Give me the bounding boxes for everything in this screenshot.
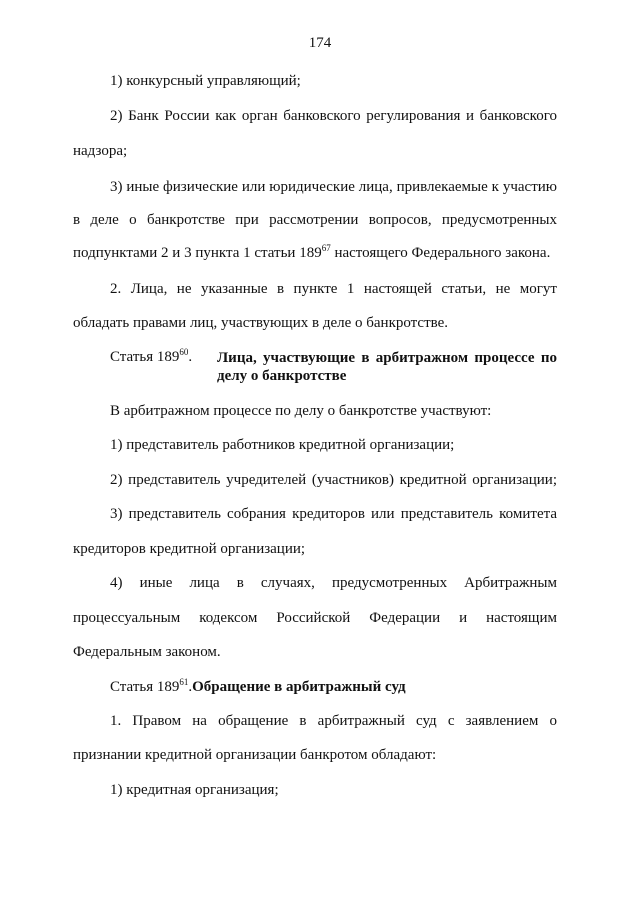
text-line: 1) конкурсный управляющий; <box>110 73 301 89</box>
text-line: 1) представитель работников кредитной организации; <box>110 437 455 453</box>
text-line: 1. Правом на обращение в арбитражный суд с заявлением о <box>110 713 557 729</box>
superscript-number: 60 <box>179 347 189 357</box>
superscript-number: 67 <box>321 243 331 253</box>
text-line: Федеральным законом. <box>73 644 221 660</box>
text-line: 2) Банк России как орган банковского регулирования и банковского <box>110 108 557 124</box>
text-line: признании кредитной организации банкротом обладают: <box>73 747 437 763</box>
text-line: В арбитражном процессе по делу о банкротстве участвуют: <box>110 403 492 419</box>
text-line-with-footnote-ref <box>73 244 557 262</box>
text-line: 3) иные физические или юридические лица, привлекаемые к участию <box>110 179 557 195</box>
text-line: 1) кредитная организация; <box>110 782 279 798</box>
text-line: кредиторов кредитной организации; <box>73 541 306 557</box>
article-label: Статья $189^{60}$. <box>110 347 193 365</box>
text-line: 3) представитель собрания кредиторов или представитель комитета <box>110 506 557 522</box>
text-fragment: настоящего Федерального закона. <box>330 245 551 261</box>
text-line: процессуальным кодексом Российской Федерации и настоящим <box>73 610 557 626</box>
text-line: обладать правами лиц, участвующих в деле о банкротстве. <box>73 315 449 331</box>
article-title-line: делу о банкротстве <box>217 368 347 384</box>
text-fragment: подпунктами 2 и 3 пункта 1 статьи 189 <box>73 245 322 261</box>
article-title <box>217 349 557 385</box>
text-line: надзора; <box>73 143 128 159</box>
article-heading-189-61 <box>73 678 557 696</box>
article-title-line: Лица, участвующие в арбитражном процессе по <box>217 350 557 366</box>
text-line: 2) представитель учредителей (участников) кредитной организации; <box>110 472 557 488</box>
text-line: в деле о банкротстве при рассмотрении вопросов, предусмотренных <box>73 212 557 228</box>
text-line: 2. Лица, не указанные в пункте 1 настоящей статьи, не могут <box>110 281 557 297</box>
page-number: 174 <box>308 35 332 51</box>
text-line: 4) иные лица в случаях, предусмотренных Арбитражным <box>110 575 557 591</box>
article-title: Обращение в арбитражный суд <box>192 679 406 695</box>
superscript-number: 61 <box>179 677 189 687</box>
article-label: Статья $189^{61}$. <box>110 677 193 695</box>
